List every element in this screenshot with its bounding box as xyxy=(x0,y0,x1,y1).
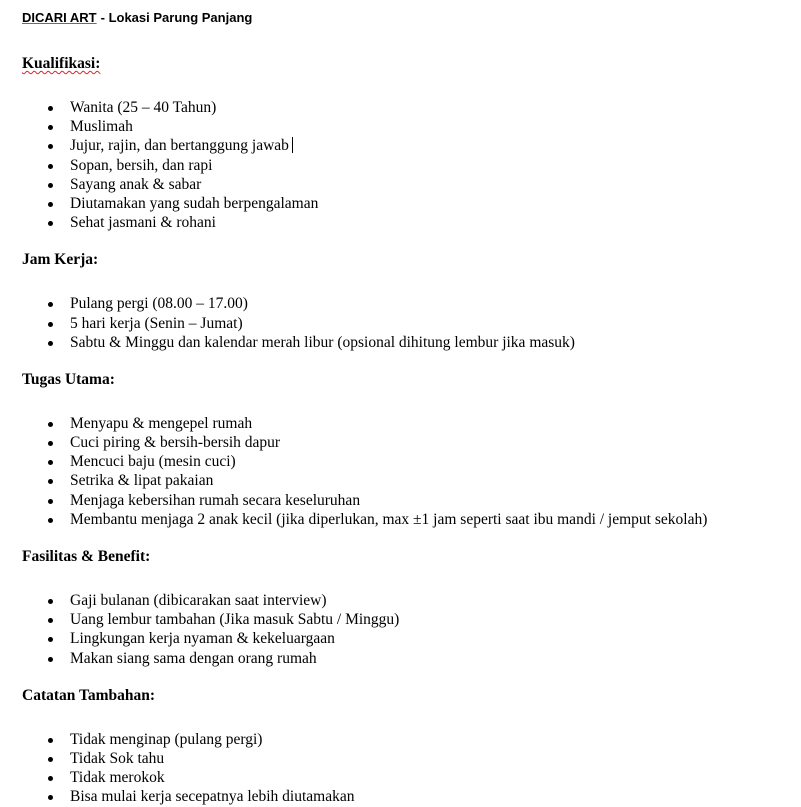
bullet-icon xyxy=(48,341,53,346)
section-heading-catatan-tambahan: Catatan Tambahan: xyxy=(22,686,156,704)
list-tugas-utama xyxy=(22,414,792,529)
title-part-1: DICARI ART xyxy=(22,10,97,25)
list-item: Membantu menjaga 2 anak kecil (jika diperlukan, max ±1 jam seperti saat ibu mandi / jemput sekolah) xyxy=(22,510,792,529)
list-item: Bisa mulai kerja secepatnya lebih diutamakan xyxy=(22,787,792,806)
bullet-icon xyxy=(48,183,53,188)
list-item: Tidak Sok tahu xyxy=(22,749,792,768)
bullet-icon xyxy=(48,460,53,465)
bullet-icon xyxy=(48,776,53,781)
list-item: Mencuci baju (mesin cuci) xyxy=(22,452,792,471)
list-item: Sopan, bersih, dan rapi xyxy=(22,156,792,175)
list-item: Wanita (25 – 40 Tahun) xyxy=(22,98,792,117)
bullet-icon xyxy=(48,795,53,800)
list-fasilitas-benefit xyxy=(22,591,792,668)
list-item: Sayang anak & sabar xyxy=(22,175,792,194)
list-item: Setrika & lipat pakaian xyxy=(22,471,792,490)
section-heading-kualifikasi: Kualifikasi: xyxy=(22,55,101,72)
bullet-icon xyxy=(48,106,53,111)
bullet-icon xyxy=(48,637,53,642)
bullet-icon xyxy=(48,599,53,604)
bullet-icon xyxy=(48,618,53,623)
list-item: Tidak menginap (pulang pergi) xyxy=(22,730,792,749)
bullet-icon xyxy=(48,518,53,523)
bullet-icon xyxy=(48,322,53,327)
bullet-icon xyxy=(48,757,53,762)
list-item: Gaji bulanan (dibicarakan saat interview) xyxy=(22,591,792,610)
bullet-icon xyxy=(48,479,53,484)
document-title xyxy=(22,8,792,28)
bullet-icon xyxy=(48,738,53,743)
section-heading-fasilitas-benefit: Fasilitas & Benefit: xyxy=(22,548,151,565)
bullet-icon xyxy=(48,441,53,446)
list-item: Cuci piring & bersih-bersih dapur xyxy=(22,433,792,452)
section-heading-tugas-utama: Tugas Utama: xyxy=(22,370,115,388)
text-cursor xyxy=(292,137,293,153)
bullet-icon xyxy=(48,221,53,226)
bullet-icon xyxy=(48,164,53,169)
list-item: Makan siang sama dengan orang rumah xyxy=(22,649,792,668)
list-item: Tidak merokok xyxy=(22,768,792,787)
list-item: Lingkungan kerja nyaman & kekeluargaan xyxy=(22,629,792,648)
list-item: Diutamakan yang sudah berpengalaman xyxy=(22,194,792,213)
list-item: Muslimah xyxy=(22,117,792,136)
bullet-icon xyxy=(48,499,53,504)
bullet-icon xyxy=(48,144,53,149)
bullet-icon xyxy=(48,302,53,307)
list-kualifikasi xyxy=(22,98,792,232)
document-body[interactable] xyxy=(22,8,792,807)
list-item: Uang lembur tambahan (Jika masuk Sabtu / Minggu) xyxy=(22,610,792,629)
list-item: Sehat jasmani & rohani xyxy=(22,213,792,232)
bullet-icon xyxy=(48,422,53,427)
list-catatan-tambahan xyxy=(22,730,792,807)
list-item: Menyapu & mengepel rumah xyxy=(22,414,792,433)
list-jam-kerja xyxy=(22,294,792,352)
list-item: 5 hari kerja (Senin – Jumat) xyxy=(22,314,792,333)
section-heading-jam-kerja: Jam Kerja: xyxy=(22,251,99,269)
list-item: Menjaga kebersihan rumah secara keseluruhan xyxy=(22,491,792,510)
bullet-icon xyxy=(48,125,53,130)
list-item: Pulang pergi (08.00 – 17.00) xyxy=(22,294,792,313)
list-item: Sabtu & Minggu dan kalendar merah libur (opsional dihitung lembur jika masuk) xyxy=(22,333,792,352)
bullet-icon xyxy=(48,202,53,207)
bullet-icon xyxy=(48,657,53,662)
list-item: Jujur, rajin, dan bertanggung jawab xyxy=(22,136,792,155)
title-part-2: - Lokasi Parung Panjang xyxy=(100,10,253,25)
